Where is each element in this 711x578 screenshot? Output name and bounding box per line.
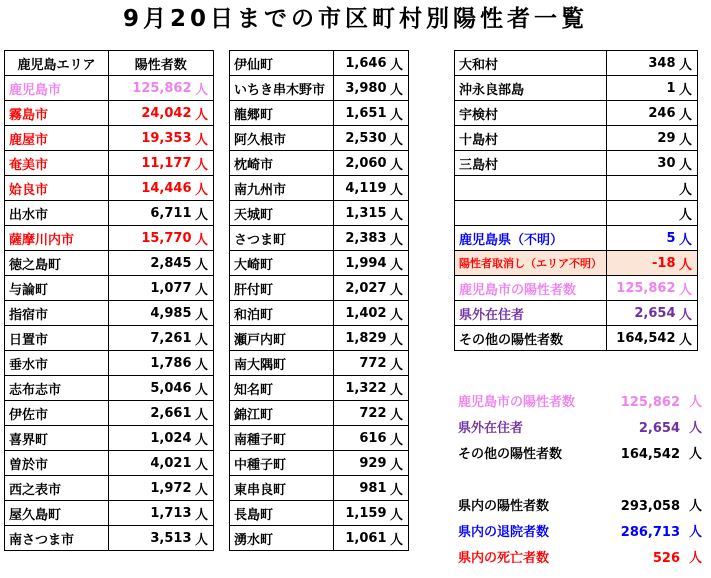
positive-count: 1,713 [109,501,195,526]
municipality-name: 十島村 [455,126,607,151]
positive-count: 4,021 [109,451,195,476]
unit-label: 人 [390,276,409,301]
table-row [5,426,214,451]
positive-count: 125,862 [109,76,195,101]
table-row [230,226,409,251]
unit-label: 人 [390,76,409,101]
municipality-name: 霧島市 [5,101,109,126]
unit-label: 人 [679,51,698,76]
unit-label: 人 [679,226,698,251]
summary-label: 県内の死亡者数 [458,551,550,566]
positive-count: 125,862 [607,276,679,301]
municipality-name: 喜界町 [5,426,109,451]
table-row [455,176,698,201]
table-row [455,251,698,276]
table-row [230,76,409,101]
positive-count: 24,042 [109,101,195,126]
municipality-name [455,176,607,201]
unit-label: 人 [390,451,409,476]
table-row [230,101,409,126]
municipality-name: 南九州市 [230,176,334,201]
summary-row [454,521,710,545]
unit-label: 人 [195,301,214,326]
table-row [5,126,214,151]
municipality-name: 志布志市 [5,376,109,401]
table-row [455,76,698,101]
summary-row [454,547,710,571]
positive-count: 1,322 [334,376,390,401]
table-row [5,251,214,276]
positive-count: 15,770 [109,226,195,251]
municipality-name: 日置市 [5,326,109,351]
municipality-name: 県外在住者 [455,301,607,326]
unit-label: 人 [679,151,698,176]
unit-label: 人 [390,151,409,176]
positive-count [607,201,679,226]
summary-label: 県内の陽性者数 [458,499,550,514]
table-row [5,301,214,326]
unit-label: 人 [390,501,409,526]
municipality-name: 出水市 [5,201,109,226]
table-row [5,476,214,501]
summary-label: 鹿児島市の陽性者数 [458,395,576,410]
positive-count: 1,651 [334,101,390,126]
positive-count: 2,530 [334,126,390,151]
table-row [230,501,409,526]
municipality-name: 鹿児島市の陽性者数 [455,276,607,301]
positive-count: 2,060 [334,151,390,176]
municipality-name: 徳之島町 [5,251,109,276]
municipality-table-3 [454,50,698,351]
table-row [455,51,698,76]
unit-label: 人 [195,201,214,226]
municipality-name: 垂水市 [5,351,109,376]
unit-label: 人 [390,201,409,226]
positive-count: 1,972 [109,476,195,501]
unit-label: 人 [195,126,214,151]
unit-label: 人 [679,251,698,276]
unit-label: 人 [390,326,409,351]
summary-label: 県内の退院者数 [458,525,550,540]
unit-label: 人 [195,376,214,401]
positive-count: 1,315 [334,201,390,226]
summary-row [454,417,710,441]
table-row [5,201,214,226]
unit-label: 人 [195,476,214,501]
municipality-name: 肝付町 [230,276,334,301]
municipality-name: いちき串木野市 [230,76,334,101]
table-row [230,301,409,326]
unit-label: 人 [679,276,698,301]
unit-label: 人 [195,251,214,276]
unit-label: 人 [679,101,698,126]
positive-count: 1,077 [109,276,195,301]
municipality-name: 瀬戸内町 [230,326,334,351]
municipality-name: 枕崎市 [230,151,334,176]
unit-label: 人 [390,401,409,426]
positive-count: 164,542 [607,326,679,351]
unit-label: 人 [390,301,409,326]
municipality-name: 西之表市 [5,476,109,501]
positive-count: 1,402 [334,301,390,326]
municipality-name: 阿久根市 [230,126,334,151]
summary-value: 164,542 [620,447,680,462]
municipality-name: 龍郷町 [230,101,334,126]
municipality-name: 中種子町 [230,451,334,476]
municipality-name: 伊仙町 [230,51,334,76]
municipality-name: 南さつま市 [5,526,109,551]
unit-label: 人 [195,176,214,201]
positive-count: 981 [334,476,390,501]
summary-value: 526 [652,551,680,566]
table-row [5,101,214,126]
municipality-name: 薩摩川内市 [5,226,109,251]
positive-count: 4,985 [109,301,195,326]
table-row [230,201,409,226]
municipality-table-1 [4,50,214,551]
positive-count: 2,383 [334,226,390,251]
positive-count: 2,661 [109,401,195,426]
municipality-name: 和泊町 [230,301,334,326]
municipality-name: 錦江町 [230,401,334,426]
positive-count: 2,654 [607,301,679,326]
positive-count: 29 [607,126,679,151]
unit-label: 人 [390,51,409,76]
municipality-name [455,201,607,226]
municipality-name: 指宿市 [5,301,109,326]
municipality-name: 伊佐市 [5,401,109,426]
header-area: 鹿児島エリア [5,51,109,76]
unit-label: 人 [195,76,214,101]
unit-label: 人 [195,426,214,451]
header-count: 陽性者数 [109,51,214,76]
summary-value: 286,713 [620,525,680,540]
unit-label: 人 [195,451,214,476]
unit-label: 人 [679,176,698,201]
positive-count: -18 [607,251,679,276]
positive-count: 1,829 [334,326,390,351]
positive-count: 772 [334,351,390,376]
positive-count: 5 [607,226,679,251]
municipality-name: 知名町 [230,376,334,401]
positive-count: 348 [607,51,679,76]
positive-count: 1,646 [334,51,390,76]
unit-label: 人 [688,525,702,540]
table-row [455,226,698,251]
table-row [230,176,409,201]
table-row [5,76,214,101]
summary-row [454,443,710,467]
positive-count: 1,024 [109,426,195,451]
municipality-name: 姶良市 [5,176,109,201]
positive-count: 6,711 [109,201,195,226]
positive-count: 14,446 [109,176,195,201]
summary-row [454,495,710,519]
unit-label: 人 [195,276,214,301]
positive-count: 30 [607,151,679,176]
municipality-name: 与論町 [5,276,109,301]
table-row [5,451,214,476]
page-title: 9月20日までの市区町村別陽性者一覧 [122,6,588,32]
unit-label: 人 [679,326,698,351]
positive-count: 2,027 [334,276,390,301]
unit-label: 人 [679,301,698,326]
unit-label: 人 [390,426,409,451]
positive-count: 2,845 [109,251,195,276]
municipality-name: 屋久島町 [5,501,109,526]
municipality-name: 鹿児島県（不明） [455,226,607,251]
municipality-name: 鹿屋市 [5,126,109,151]
table-row [230,451,409,476]
unit-label: 人 [195,101,214,126]
unit-label: 人 [390,526,409,551]
table-row [5,526,214,551]
municipality-name: 沖永良部島 [455,76,607,101]
table-row [5,401,214,426]
table-row [455,151,698,176]
positive-count: 929 [334,451,390,476]
table-row [5,226,214,251]
positive-count: 19,353 [109,126,195,151]
unit-label: 人 [688,421,702,436]
table-row [230,151,409,176]
municipality-name: 陽性者取消し（エリア不明） [455,251,607,276]
table-row [5,276,214,301]
unit-label: 人 [195,151,214,176]
positive-count: 1 [607,76,679,101]
municipality-name: 鹿児島市 [5,76,109,101]
table-row [5,376,214,401]
positive-count: 11,177 [109,151,195,176]
summary-value: 2,654 [638,421,680,436]
municipality-name: 大和村 [455,51,607,76]
unit-label: 人 [195,326,214,351]
municipality-name: 宇検村 [455,101,607,126]
summary-label: 県外在住者 [458,421,524,436]
table-header-row [5,51,214,76]
table-row [5,501,214,526]
unit-label: 人 [688,551,702,566]
municipality-name: 長島町 [230,501,334,526]
unit-label: 人 [688,447,702,462]
unit-label: 人 [390,226,409,251]
positive-count: 5,046 [109,376,195,401]
table-row [230,401,409,426]
unit-label: 人 [688,499,702,514]
table-row [5,176,214,201]
positive-count: 3,980 [334,76,390,101]
unit-label: 人 [390,126,409,151]
table-row [455,126,698,151]
municipality-name: さつま町 [230,226,334,251]
positive-count: 246 [607,101,679,126]
unit-label: 人 [195,351,214,376]
table-row [230,426,409,451]
unit-label: 人 [390,376,409,401]
table-row [230,351,409,376]
unit-label: 人 [679,126,698,151]
municipality-name: 南種子町 [230,426,334,451]
unit-label: 人 [195,526,214,551]
municipality-name: 天城町 [230,201,334,226]
unit-label: 人 [390,351,409,376]
table-row [455,276,698,301]
positive-count: 1,061 [334,526,390,551]
table-row [230,526,409,551]
table-row [230,476,409,501]
positive-count: 616 [334,426,390,451]
unit-label: 人 [390,476,409,501]
unit-label: 人 [679,201,698,226]
positive-count: 4,119 [334,176,390,201]
positive-count: 722 [334,401,390,426]
table-row [455,301,698,326]
table-row [230,276,409,301]
table-row [230,126,409,151]
table-row [230,251,409,276]
unit-label: 人 [195,401,214,426]
table-row [230,376,409,401]
positive-count: 7,261 [109,326,195,351]
municipality-name: 南大隅町 [230,351,334,376]
summary-row [454,391,710,415]
table-row [5,151,214,176]
table-row [5,326,214,351]
table-row [455,101,698,126]
municipality-name: 奄美市 [5,151,109,176]
positive-count: 3,513 [109,526,195,551]
unit-label: 人 [688,395,702,410]
table-row [230,326,409,351]
positive-count [607,176,679,201]
positive-count: 1,159 [334,501,390,526]
municipality-name: 大崎町 [230,251,334,276]
table-row [455,326,698,351]
municipality-name: 東串良町 [230,476,334,501]
summary-value: 293,058 [620,499,680,514]
municipality-name: 湧水町 [230,526,334,551]
municipality-table-2 [229,50,409,551]
municipality-name: その他の陽性者数 [455,326,607,351]
unit-label: 人 [679,76,698,101]
table-row [455,201,698,226]
summary-label: その他の陽性者数 [458,447,563,462]
summary-value: 125,862 [620,395,680,410]
positive-count: 1,994 [334,251,390,276]
positive-count: 1,786 [109,351,195,376]
municipality-name: 曽於市 [5,451,109,476]
unit-label: 人 [390,176,409,201]
table-row [5,351,214,376]
unit-label: 人 [390,251,409,276]
municipality-name: 三島村 [455,151,607,176]
unit-label: 人 [195,501,214,526]
unit-label: 人 [390,101,409,126]
unit-label: 人 [195,226,214,251]
table-row [230,51,409,76]
